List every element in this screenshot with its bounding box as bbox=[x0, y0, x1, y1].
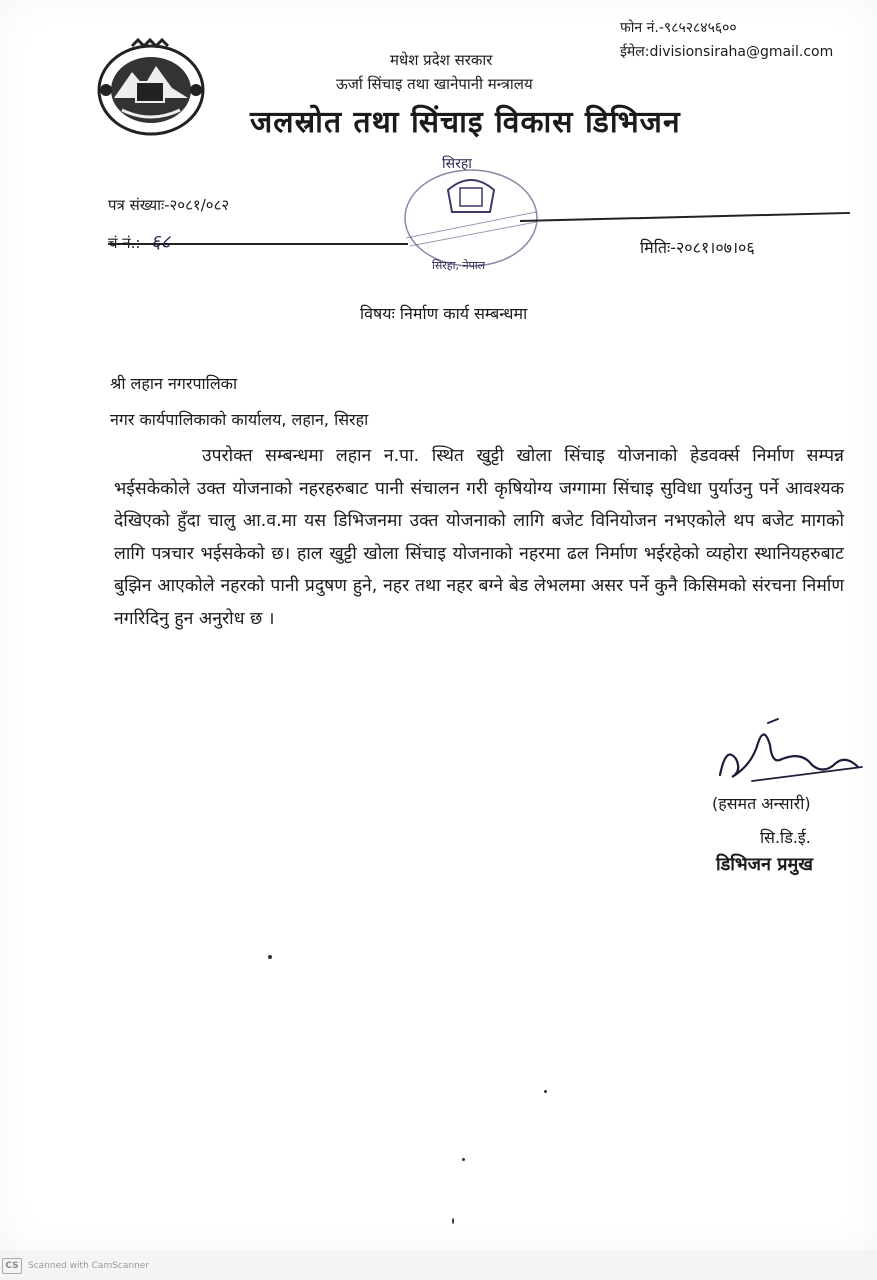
chalani-label: चं नं.:- bbox=[108, 234, 151, 252]
scan-speck bbox=[462, 1158, 465, 1161]
government-emblem-icon bbox=[92, 38, 210, 138]
stamp-bottom-text: सिरहा, नेपाल bbox=[432, 259, 486, 272]
scanner-watermark-text: Scanned with CamScanner bbox=[28, 1261, 150, 1271]
stamp-top-text: सिरहा bbox=[442, 156, 472, 172]
letter-body: उपरोक्त सम्बन्धमा लहान न.पा. स्थित खुट्टी खोला सिंचाइ योजनाको हेडवर्क्स निर्माण सम्पन्न भईसकेकोले उक्त योजनाको नहरहरुबाट पानी संचालन गरी कृषियोग्य जग्गामा सिंचाइ सुविधा पुर्याउनु पर्ने आवश्यक देखिएको हुँदा चालु आ.व.मा यस डिभिजनमा उक्त योजनाको लागि बजेट विनियोजन नभएकोले थप बजेट मागको लागि पत्रचार भईसकेको छ। हाल खुट्टी खोला सिंचाइ योजनाको नहरमा ढल निर्माण भईरहेको व्यहोरा स्थानियहरुबाट बुझिन आएकोले नहरको पानी प्रदुषण हुने, नहर तथा नहर बग्ने बेड लेभलमा असर पर्ने कुनै किसिमको संरचना निर्माण नगरिदिनु हुन अनुरोध छ । bbox=[114, 446, 844, 629]
scan-speck bbox=[452, 1218, 454, 1224]
letter-date: मितिः-२०८१।०७।०६ bbox=[640, 238, 755, 257]
scanner-watermark bbox=[0, 1258, 149, 1274]
signer-role: डिभिजन प्रमुख bbox=[716, 854, 813, 875]
ministry-name: ऊर्जा सिंचाइ तथा खानेपानी मन्त्रालय bbox=[336, 75, 533, 93]
signer-title: सि.डि.ई. bbox=[760, 828, 811, 847]
signer-name: (हसमत अन्सारी) bbox=[712, 794, 811, 813]
header-divider-left bbox=[108, 243, 408, 245]
signature-icon bbox=[712, 715, 872, 795]
recipient-office: नगर कार्यपालिकाको कार्यालय, लहान, सिरहा bbox=[110, 410, 369, 429]
letter-number: पत्र संख्याः-२०८१/०८२ bbox=[108, 196, 230, 214]
office-phone: फोन नं.-९८५२८४५६०० bbox=[620, 20, 737, 36]
header-divider-right bbox=[520, 212, 850, 222]
chalani-value: ६८ bbox=[150, 231, 171, 253]
scan-speck bbox=[268, 955, 272, 959]
provincial-government: मधेश प्रदेश सरकार bbox=[390, 51, 493, 69]
recipient-name: श्री लहान नगरपालिका bbox=[110, 374, 238, 393]
letter-subject: विषयः निर्माण कार्य सम्बन्धमा bbox=[360, 304, 528, 323]
chalani-number bbox=[108, 228, 170, 254]
office-email: ईमेल:divisionsiraha@gmail.com bbox=[620, 44, 834, 60]
scan-speck bbox=[544, 1090, 547, 1093]
camscanner-logo: CS bbox=[2, 1258, 22, 1274]
office-title: जलस्रोत तथा सिंचाइ विकास डिभिजन bbox=[250, 105, 681, 140]
